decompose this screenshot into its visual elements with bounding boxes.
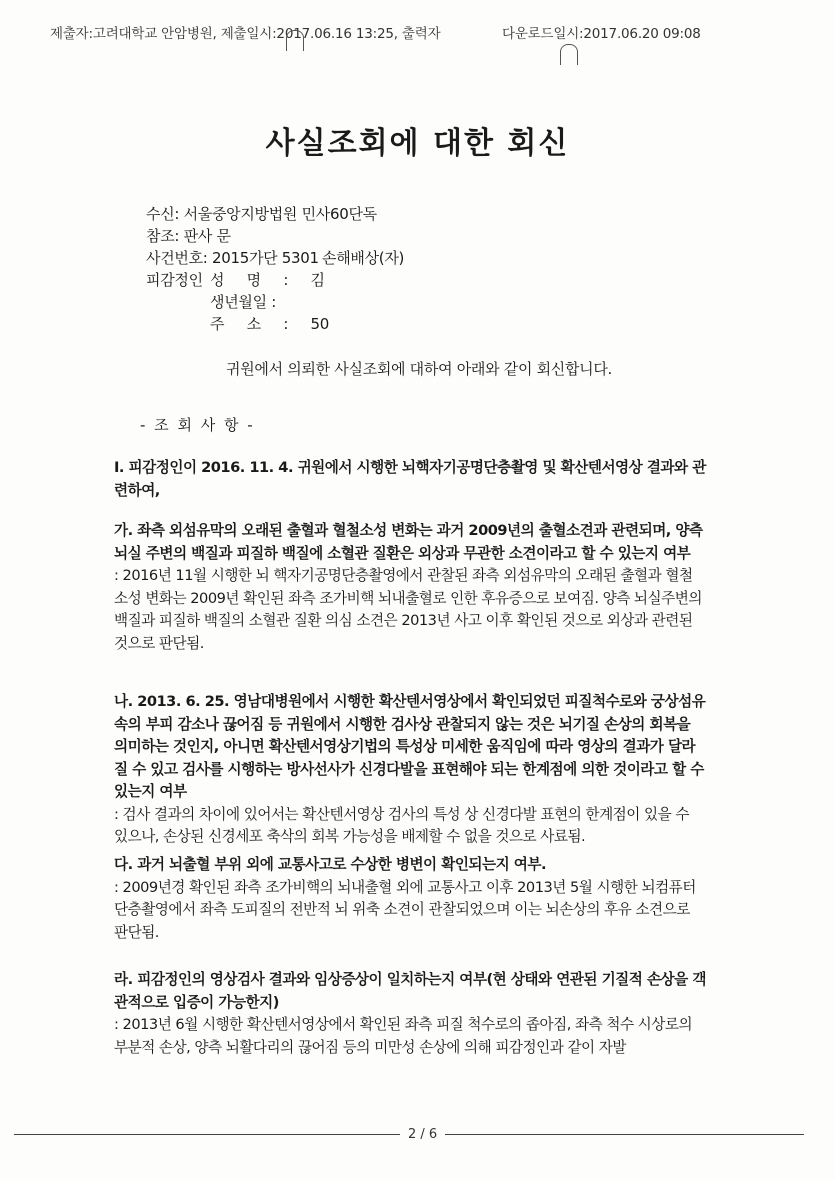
item-da xyxy=(114,854,706,944)
reference-line: 참조: 판사 문 xyxy=(146,227,231,245)
answer-text: : 2016년 11월 시행한 뇌 핵자기공명단층촬영에서 관찰된 좌측 외섬유막의 오래된 출혈과 혈철소성 변화는 2009년 확인된 좌측 조가비핵 뇌내출혈로 인한 후유증으로 보여짐. 양측 뇌실주변의 백질과 피질하 백질의 소혈관 질환 의심 소견은 2013년 사고 이후 확인된 것으로 외상과 관련된 것으로 판단됨. xyxy=(114,567,702,652)
question-text: 가. 좌측 외섬유막의 오래된 출혈과 혈철소성 변화는 과거 2009년의 출혈소견과 관련되며, 양측 뇌실 주변의 백질과 피질하 백질에 소혈관 질환은 외상과 무관한 소견이라고 할 수 있는지 여부 xyxy=(114,522,703,562)
question-text: 라. 피감정인의 영상검사 결과와 임상증상이 일치하는지 여부(현 상태와 연관된 기질적 손상을 객관적으로 입증이 가능한지) xyxy=(114,971,706,1011)
scan-mark xyxy=(286,30,304,51)
intro-text: 귀원에서 의뢰한 사실조회에 대하여 아래와 같이 회신합니다. xyxy=(226,360,613,378)
item-ra xyxy=(114,969,706,1059)
scan-mark xyxy=(560,44,578,65)
document-title: 사실조회에 대한 회신 xyxy=(265,126,570,161)
question-text: 나. 2013. 6. 25. 영남대병원에서 시행한 확산텐서영상에서 확인되었던 피질척수로와 궁상섬유속의 부피 감소나 끊어짐 등 귀원에서 시행한 검사상 관찰되지 않는 것은 뇌기질 손상의 회복을 의미하는 것인지, 아니면 확산텐서영상기법의 특성상 미세한 움직임에 따라 영상의 결과가 달라질 수 있고 검사를 시행하는 방사선사가 신경다발을 표현해야 되는 한계점에 의한 것이라고 할 수 있는지 여부 xyxy=(114,693,706,800)
header-submission-info: 제출자:고려대학교 안암병원, 제출일시:2017.06.16 13:25, 출력자 xyxy=(50,26,441,42)
inquiry-subheading: - 조 회 사 항 - xyxy=(140,416,255,434)
recipient-line: 수신: 서울중앙지방법원 민사60단독 xyxy=(146,205,377,223)
item-ga xyxy=(114,520,706,655)
address-line: 주 소 : 50 xyxy=(210,315,330,333)
item-na xyxy=(114,691,706,849)
question-text: 다. 과거 뇌출혈 부위 외에 교통사고로 수상한 병변이 확인되는지 여부. xyxy=(114,856,547,873)
answer-text: : 2009년경 확인된 좌측 조가비핵의 뇌내출혈 외에 교통사고 이후 2013년 5월 시행한 뇌컴퓨터단층촬영에서 좌측 도피질의 전반적 뇌 위축 소견이 관찰되었으며 이는 뇌손상의 후유 소견으로 판단됨. xyxy=(114,878,696,941)
case-number-line: 사건번호: 2015가단 5301 xyxy=(146,249,319,267)
answer-text: : 2013년 6월 시행한 확산텐서영상에서 확인된 좌측 피질 척수로의 좁아짐, 좌측 척수 시상로의 부분적 손상, 양측 뇌활다리의 끊어짐 등의 미만성 손상에 의해 피감정인과 같이 자발 xyxy=(114,1016,693,1056)
header-download-info: 다운로드일시:2017.06.20 09:08 xyxy=(502,26,701,42)
page-number: 2 / 6 xyxy=(400,1127,445,1142)
name-line: 성 명 : 김 xyxy=(210,271,325,289)
section-heading xyxy=(114,457,706,502)
section-1-title: I. 피감정인이 2016. 11. 4. 귀원에서 시행한 뇌핵자기공명단층촬영 및 확산텐서영상 결과와 관련하여, xyxy=(114,459,706,499)
case-type: 손해배상(자) xyxy=(322,249,405,267)
examinee-label: 피감정인 xyxy=(146,271,203,289)
birth-line: 생년월일 : xyxy=(210,293,276,311)
answer-text: : 검사 결과의 차이에 있어서는 확산텐서영상 검사의 특성 상 신경다발 표현의 한계점이 있을 수 있으나, 손상된 신경세포 축삭의 회복 가능성을 배제할 수 없을 것으로 사료됨. xyxy=(114,805,689,845)
